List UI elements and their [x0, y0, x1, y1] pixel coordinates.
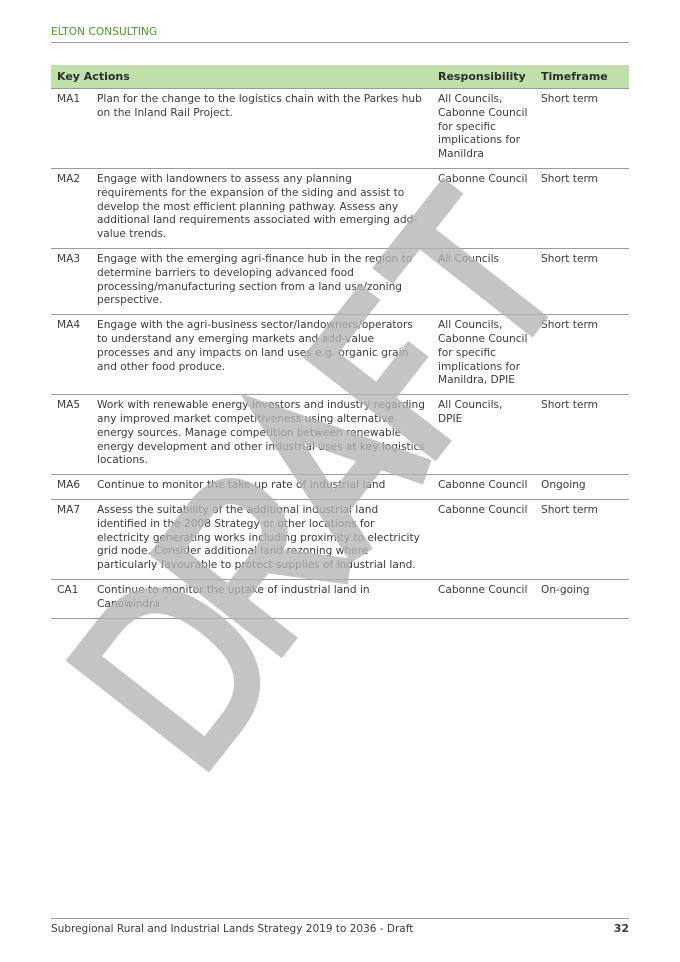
action-responsibility: All Councils, Cabonne Council for specific implications for Manildra, DPIE — [432, 315, 535, 395]
table-row — [51, 168, 629, 248]
action-timeframe: On-going — [535, 579, 629, 618]
action-responsibility: All Councils, DPIE — [432, 395, 535, 475]
action-responsibility: Cabonne Council — [432, 499, 535, 579]
table-row — [51, 315, 629, 395]
action-code: CA1 — [51, 579, 91, 618]
action-timeframe: Short term — [535, 248, 629, 314]
action-text: Plan for the change to the logistics chain with the Parkes hub on the Inland Rail Project. — [91, 89, 432, 169]
table-header-row — [51, 65, 629, 89]
action-timeframe: Ongoing — [535, 475, 629, 500]
table-row — [51, 248, 629, 314]
table-row — [51, 395, 629, 475]
action-responsibility: Cabonne Council — [432, 475, 535, 500]
action-text: Assess the suitability of the additional industrial land identified in the 2008 Strategy or other locations for electricity generating works including proximity to electricity grid node. Consider additional land rezoning where particularly favourable to protect supplies of industrial land. — [91, 499, 432, 579]
header-brand: ELTON CONSULTING — [51, 26, 158, 38]
action-text: Engage with the emerging agri-finance hub in the region to determine barriers to developing advanced food processing/manufacturing section from a land use/zoning perspective. — [91, 248, 432, 314]
footer-divider — [51, 918, 629, 919]
table-row — [51, 579, 629, 618]
header-responsibility: Responsibility — [432, 65, 535, 89]
action-timeframe: Short term — [535, 499, 629, 579]
action-text: Continue to monitor the uptake of industrial land in Canowindra — [91, 579, 432, 618]
action-code: MA7 — [51, 499, 91, 579]
header-divider — [51, 42, 629, 43]
key-actions-table — [51, 65, 629, 619]
table-row — [51, 89, 629, 169]
action-timeframe: Short term — [535, 89, 629, 169]
action-responsibility: Cabonne Council — [432, 579, 535, 618]
action-timeframe: Short term — [535, 395, 629, 475]
action-responsibility: All Councils, Cabonne Council for specific implications for Manildra — [432, 89, 535, 169]
action-text: Continue to monitor the take-up rate of industrial land — [91, 475, 432, 500]
header-timeframe: Timeframe — [535, 65, 629, 89]
page-number: 32 — [613, 922, 629, 935]
action-text: Engage with landowners to assess any planning requirements for the expansion of the siding and assist to develop the most efficient planning pathway. Assess any additional land requirements associated with emerging add-value trends. — [91, 168, 432, 248]
action-timeframe: Short term — [535, 315, 629, 395]
action-code: MA6 — [51, 475, 91, 500]
action-responsibility: Cabonne Council — [432, 168, 535, 248]
action-code: MA3 — [51, 248, 91, 314]
footer-document-title: Subregional Rural and Industrial Lands Strategy 2019 to 2036 - Draft — [51, 923, 414, 935]
table-row — [51, 475, 629, 500]
header-key-actions: Key Actions — [51, 65, 432, 89]
action-code: MA5 — [51, 395, 91, 475]
action-code: MA2 — [51, 168, 91, 248]
action-timeframe: Short term — [535, 168, 629, 248]
action-code: MA4 — [51, 315, 91, 395]
action-text: Engage with the agri-business sector/landowners/operators to understand any emerging markets and add-value processes and any impacts on land uses e.g. organic grain and other food produce. — [91, 315, 432, 395]
action-text: Work with renewable energy investors and industry regarding any improved market competitiveness using alternative energy sources. Manage competition between renewable energy development and other industrial uses at key logistics locations. — [91, 395, 432, 475]
action-responsibility: All Councils — [432, 248, 535, 314]
action-code: MA1 — [51, 89, 91, 169]
table-row — [51, 499, 629, 579]
